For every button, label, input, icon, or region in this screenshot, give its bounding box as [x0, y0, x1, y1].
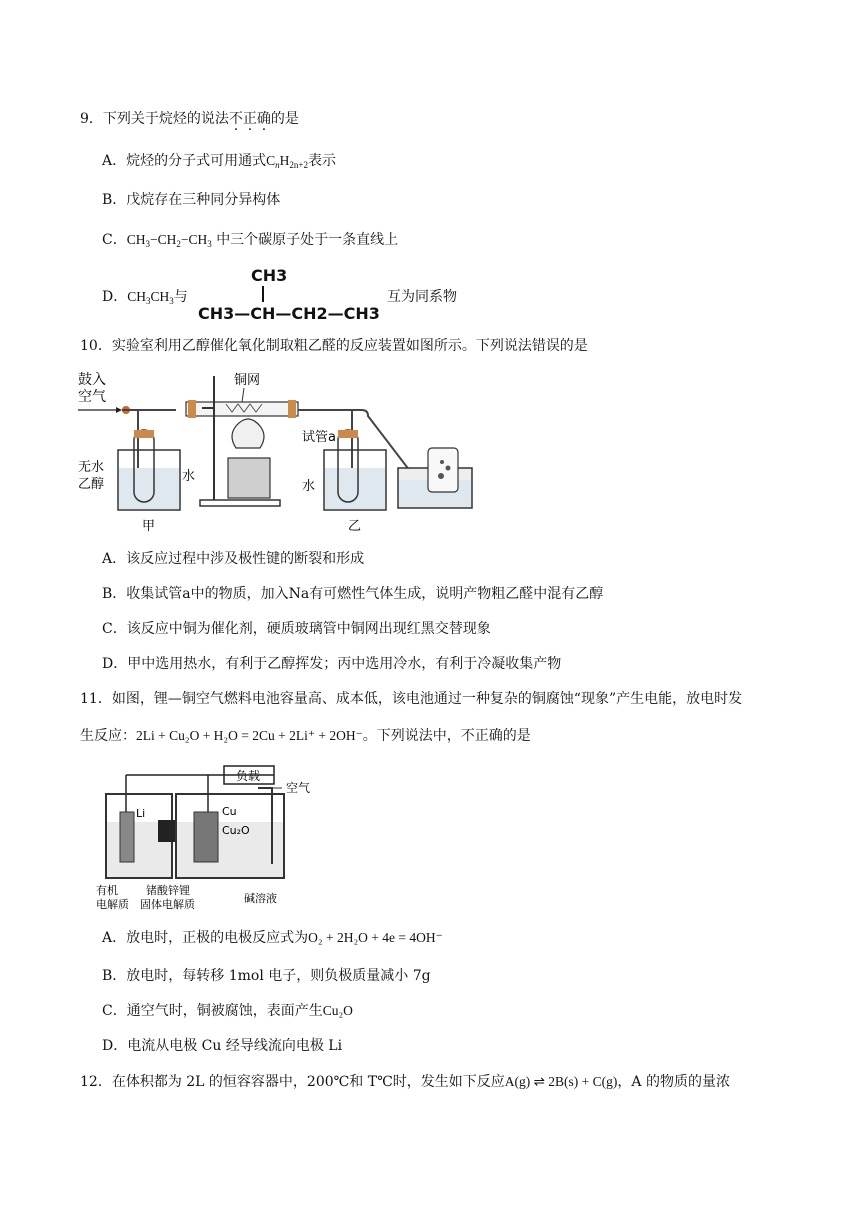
q9-stem-suffix: 的是	[270, 111, 299, 127]
label-li: Li	[136, 807, 146, 820]
stopper-yi	[338, 430, 358, 438]
q10-apparatus-figure	[76, 368, 476, 536]
label-tube-a: 试管a	[302, 430, 336, 445]
inlet-tube	[122, 410, 138, 478]
li-electrode	[120, 812, 134, 862]
q9-stem-prefix: 9．下列关于烷烃的说法	[80, 111, 229, 127]
label-air: 空气	[286, 781, 311, 795]
stopper-jia	[134, 430, 154, 438]
q11-option-d: D．电流从电极 Cu 经导线流向电极 Li	[102, 1038, 343, 1054]
ethane-formula: $CH_3CH_3$	[127, 289, 174, 306]
option-prefix: A．放电时，正极的电极反应式为	[102, 930, 309, 946]
stem-prefix: 12．在体积都为 2L 的恒容容器中，200℃和 T℃时，发生如下反应	[80, 1074, 505, 1090]
isobutane-structure	[198, 264, 388, 324]
label-water-2: 水	[302, 479, 316, 494]
option-prefix: C．通空气时，铜被腐蚀，表面产生	[102, 1003, 323, 1019]
q11-stem-line1: 11．如图，锂—铜空气燃料电池容量高、成本低，该电池通过一种复杂的铜腐蚀“现象”产生电能，放电时发	[80, 691, 743, 707]
q10-option-c: C．该反应中铜为催化剂，硬质玻璃管中铜网出现红黑交替现象	[102, 621, 491, 637]
label-load: 负载	[236, 769, 261, 783]
main-chain-label: CH3—CH—CH2—CH3	[198, 304, 380, 323]
q10-stem: 10．实验室利用乙醇催化氧化制取粗乙醛的反应装置如图所示。下列说法错误的是	[80, 338, 588, 354]
general-formula: $C_nH_{2n+2}$	[266, 153, 308, 170]
alcohol-lamp-flame	[232, 419, 264, 448]
heating-block	[228, 458, 270, 498]
solid-electrolyte	[158, 820, 176, 842]
tube-stopper-left	[188, 400, 196, 418]
emphasis-char: 确	[256, 111, 271, 127]
cu-electrode	[194, 812, 218, 862]
q9-option-b: B．戊烷存在三种同分异构体	[102, 192, 281, 208]
q11-option-a	[102, 928, 443, 948]
q11-option-b: B．放电时，每转移 1mol 电子，则负极质量减小 7g	[102, 968, 431, 984]
q9-option-d	[102, 287, 188, 307]
label-cu: Cu	[222, 805, 237, 818]
emphasis-char: 正	[242, 111, 257, 127]
label-copper-mesh: 铜网	[234, 373, 261, 388]
q11-battery-figure	[96, 764, 336, 914]
methyl-branch-label: CH3	[251, 266, 288, 285]
cu2o-formula: Cu₂O	[322, 1003, 353, 1018]
label-organic-2: 电解质	[96, 898, 129, 911]
beaker-jia-water	[119, 468, 179, 509]
option-label: C．	[102, 232, 127, 248]
tube-stopper-right	[288, 400, 296, 418]
q10-option-d: D．甲中选用热水，有利于乙醇挥发；丙中选用冷水，有利于冷凝收集产物	[102, 656, 562, 672]
label-ethanol: 乙醇	[78, 477, 105, 492]
label-air-in-2: 空气	[78, 389, 106, 405]
equilibrium-equation: A(g) ⇌ 2B(s) + C(g)	[504, 1074, 618, 1089]
label-solid-1: 锗酸锌锂	[146, 884, 190, 897]
q9-option-a	[102, 151, 336, 171]
battery-reaction-equation: 2Li + Cu₂O + H₂O = 2Cu + 2Li⁺ + 2OH⁻	[136, 728, 363, 743]
emphasis-char: 不	[228, 111, 243, 127]
collection-bottle	[428, 448, 458, 492]
branch-bond	[262, 286, 264, 302]
stem-prefix: 生反应：	[80, 728, 136, 744]
q11-option-c	[102, 1001, 353, 1021]
q9-option-c	[102, 230, 398, 250]
q10-option-b: B．收集试管a中的物质，加入Na有可燃性气体生成，说明产物粗乙醛中混有乙醇	[102, 586, 604, 602]
label-organic-1: 有机	[96, 884, 118, 897]
option-suffix: 表示	[307, 153, 336, 169]
option-label: D．	[102, 289, 128, 305]
option-mid: 与	[173, 289, 188, 305]
q10-option-a: A．该反应过程中涉及极性键的断裂和形成	[102, 551, 365, 567]
option-label: A．烷烃的分子式可用通式	[102, 153, 267, 169]
option-suffix: 中三个碳原子处于一条直线上	[216, 232, 399, 248]
label-alkali: 碱溶液	[244, 892, 277, 905]
cathode-equation: O₂ + 2H₂O + 4e = 4OH⁻	[308, 930, 443, 945]
q9-option-d-suffix: 互为同系物	[387, 289, 457, 305]
q12-stem	[80, 1072, 730, 1092]
stem-suffix: ，A 的物质的量浓	[617, 1074, 730, 1090]
label-air-in: 鼓入	[78, 372, 106, 388]
q11-stem-line2	[80, 726, 531, 746]
stem-suffix: 。下列说法中，不正确的是	[362, 728, 531, 744]
iron-stand-base	[200, 500, 280, 506]
label-solid-2: 固体电解质	[140, 898, 195, 911]
q9-stem	[80, 109, 299, 129]
propane-formula: $CH_3-CH_2-CH_3$	[126, 232, 212, 249]
air-arrow-head	[116, 407, 122, 413]
label-cu2o: Cu₂O	[222, 824, 250, 837]
beaker-yi-water	[325, 468, 385, 509]
label-anhydrous: 无水	[78, 460, 105, 475]
label-water-1: 水	[182, 469, 196, 484]
label-jia: 甲	[142, 519, 156, 534]
label-yi: 乙	[348, 519, 362, 534]
